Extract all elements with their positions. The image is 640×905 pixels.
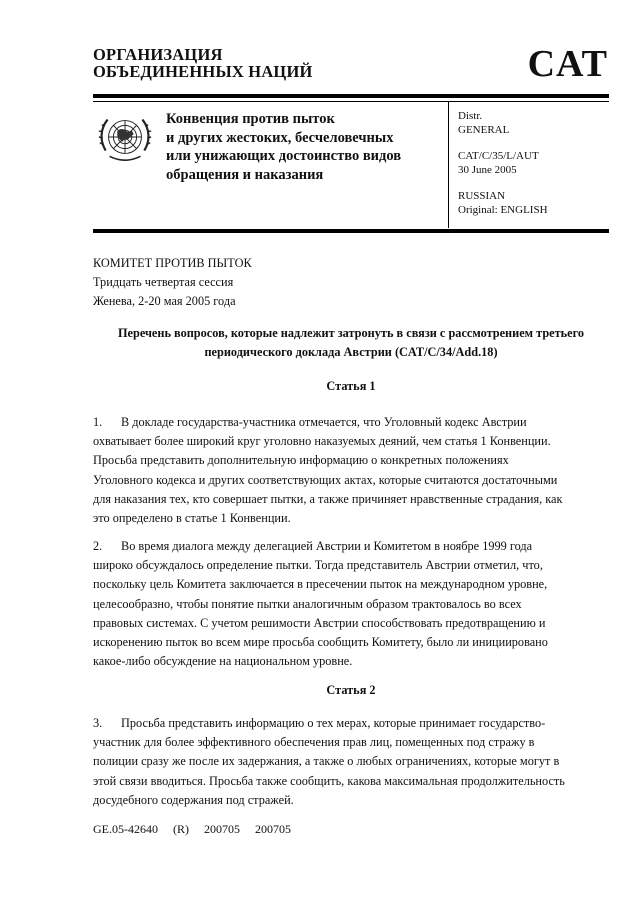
paragraph-number: 2. [93,539,103,553]
paragraph-1 [93,413,613,528]
document-footer [93,822,303,837]
paragraph-line: участник для более эффективного обеспечения прав лиц, помещенных под стражу в [93,735,535,750]
header-divider [448,102,449,228]
article-2-heading: Статья 2 [326,683,376,697]
original-language: Original: ENGLISH [458,203,548,216]
committee-place: Женева, 2-20 мая 2005 года [93,294,236,308]
paragraph-line: В докладе государства-участника отмечается, что Уголовный кодекс Австрии [121,415,527,429]
title-line-1: Перечень вопросов, которые надлежит затронуть в связи с рассмотрением третьего [117,326,585,340]
convention-line-1: Конвенция против пыток [166,111,335,127]
paragraph-line: целесообразно, чтобы понятие пытки аналогичным образом трактовалось во всех [93,596,522,611]
header-thin-rule [93,101,609,102]
paragraph-number: 3. [93,716,103,730]
committee-session: Тридцать четвертая сессия [93,275,234,289]
header-top-rule [93,94,609,98]
title-line-2: периодического доклада Австрии (CAT/C/34/Add.18) [204,345,498,359]
un-emblem-icon [96,108,154,166]
paragraph-line: Уголовного кодекса и других соответствующих актах, которые считаются достаточными [93,472,558,487]
paragraph-line: Просьба представить информацию о тех мерах, которые принимает государство- [121,716,546,730]
document-date: 30 June 2005 [458,163,517,176]
paragraph-line: охватывает более широкий круг уголовно наказуемых деяний, чем статья 1 Конвенции. [93,434,551,449]
document-series-cat: CAT [527,43,608,85]
paragraph-line: для наказания тех, кто совершает пытки, а также причиняет нравственные страдания, как [93,491,563,506]
footer-language: (R) [173,822,189,836]
committee-block [93,254,252,311]
paragraph-line: полиции сразу же после их задержания, а также о любых ограничениях, которые могут в [93,754,560,769]
convention-line-3: или унижающих достоинство видов [166,148,402,164]
organization-name [93,46,313,80]
paragraph-number: 1. [93,415,103,429]
convention-line-2: и других жестоких, бесчеловечных [166,129,394,146]
article-1-heading: Статья 1 [326,379,376,393]
paragraph-2 [93,537,613,671]
paragraph-line: Во время диалога между делегацией Австрии и Комитетом в ноябре 1999 года [121,539,533,553]
org-line-2: ОБЪЕДИНЕННЫХ НАЦИЙ [93,62,313,81]
paragraph-line: какое-либо обсуждение на национальном уровне. [93,654,353,669]
convention-title [166,110,401,184]
committee-name: КОМИТЕТ ПРОТИВ ПЫТОК [93,256,252,270]
document-symbol: CAT/C/35/L/AUT [458,150,539,162]
paragraph-line: досудебного содержания под стражей. [93,792,294,807]
paragraph-line: это определено в статье 1 Конвенции. [93,511,291,526]
paragraph-line: Просьба представить дополнительную информацию о конкретных положениях [93,453,509,468]
footer-code: GE.05-42640 [93,822,158,836]
document-language: RUSSIAN [458,190,506,202]
document-metadata [458,110,548,217]
document-title [93,324,609,362]
paragraph-3 [93,714,613,810]
paragraph-line: этой связи вводиться. Просьба также сообщить, какова максимальная продолжительность [93,773,565,788]
paragraph-line: широко обсуждалось определение пытки. Тогда представитель Австрии отметил, что, [93,558,543,573]
paragraph-line: поскольку цель Комитета заключается в пресечении пыток на международном уровне, [93,577,548,592]
footer-date-1: 200705 [204,822,240,836]
distribution-value: GENERAL [458,123,510,136]
paragraph-line: искоренению пыток во всем мире просьба сообщить Комитету, было ли инициировано [93,635,548,650]
header-bottom-rule [93,229,609,233]
convention-line-4: обращения и наказания [166,166,324,183]
footer-date-2: 200705 [255,822,291,836]
paragraph-line: правовых системах. С учетом решимости Австрии способствовать предотвращению и [93,615,546,630]
distribution-label: Distr. [458,110,483,122]
org-line-1: ОРГАНИЗАЦИЯ [93,45,223,64]
